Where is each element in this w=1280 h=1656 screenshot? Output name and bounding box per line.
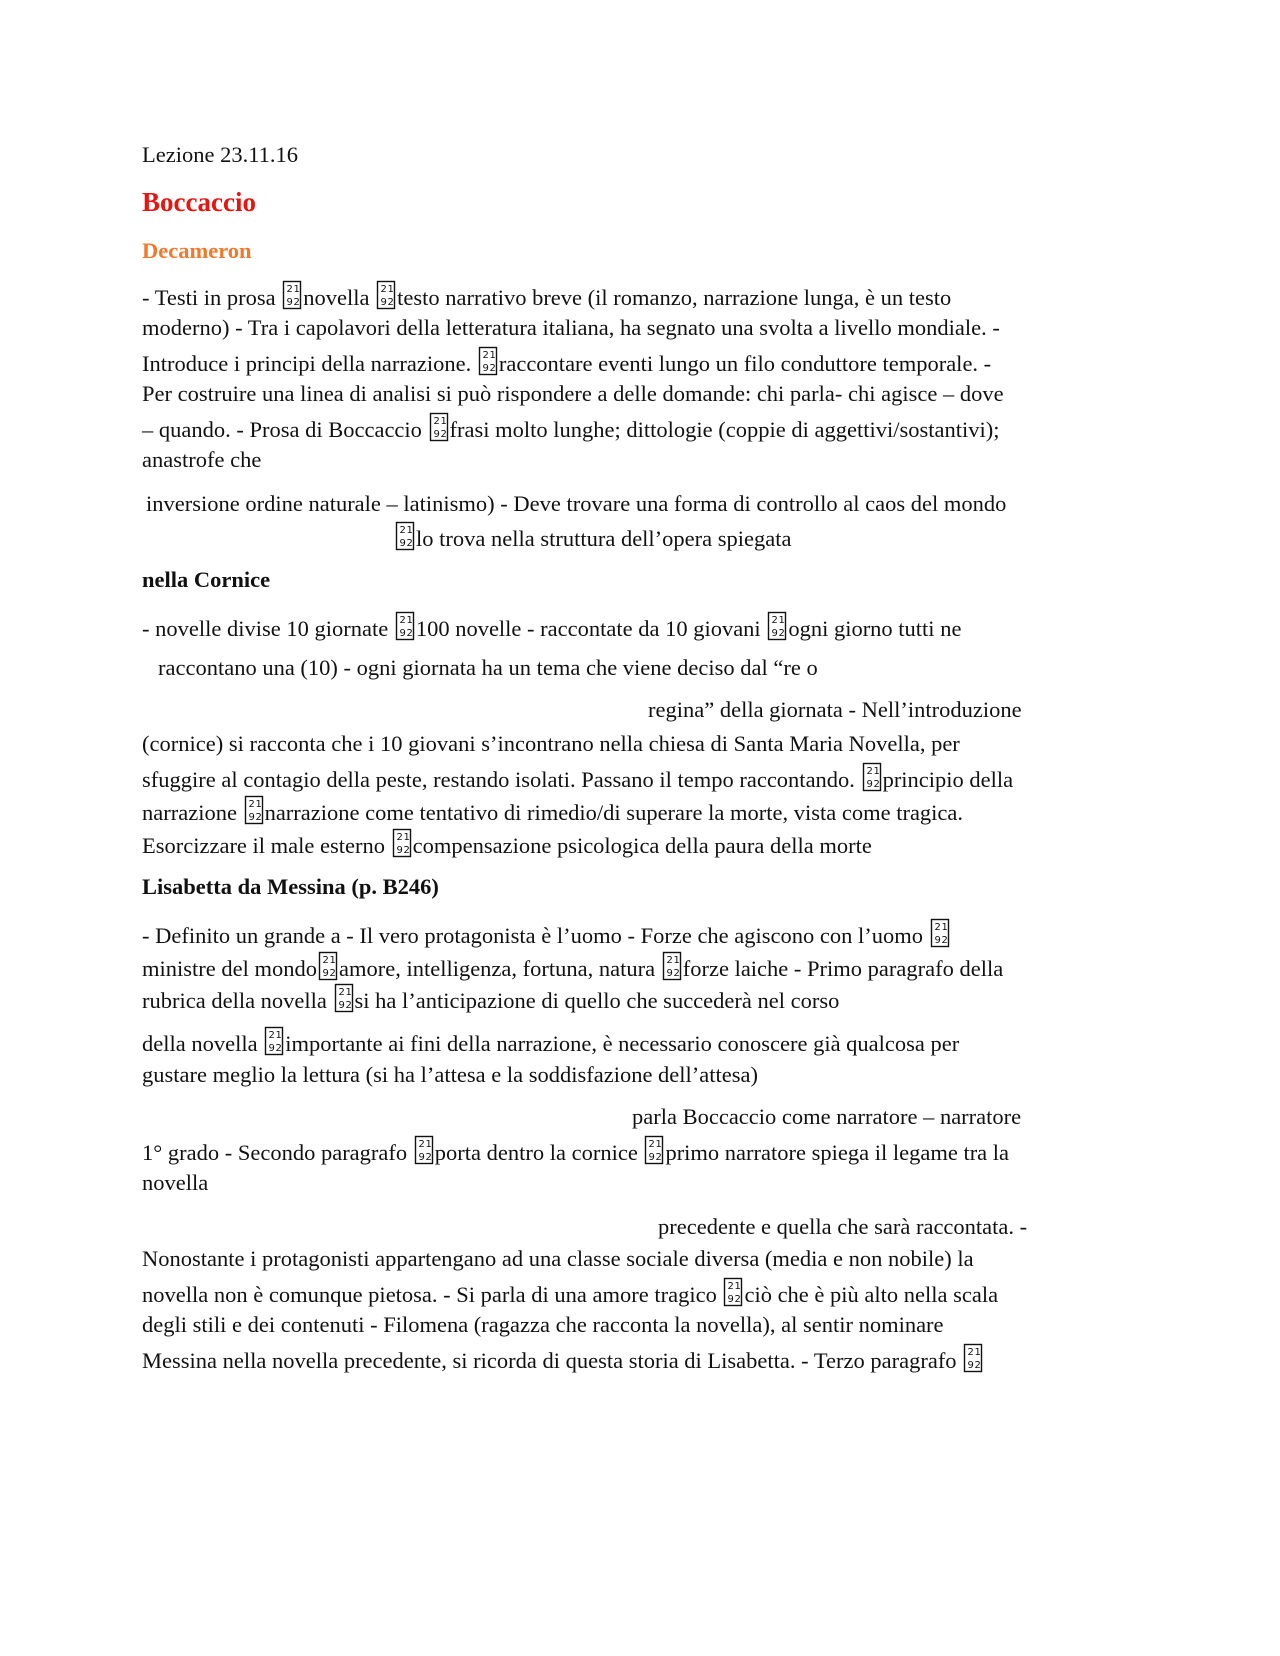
svg-text:2: 2 (268, 1030, 276, 1041)
missing-glyph-box-icon (392, 828, 412, 866)
text-line (142, 1343, 984, 1381)
svg-text:9: 9 (866, 779, 873, 790)
svg-text:1: 1 (778, 615, 786, 626)
svg-text:2: 2 (433, 416, 440, 427)
text-fragment: - Testi in prosa (142, 285, 282, 310)
text-fragment: anastrofe che (142, 447, 262, 472)
text-fragment: importante ai fini della narrazione, è necessario conoscere già qualcosa per (285, 1031, 960, 1056)
text-line (142, 983, 839, 1021)
text-fragment: ministre del mondo (142, 956, 317, 981)
text-fragment: Messina nella novella precedente, si ricorda di questa storia di Lisabetta. - Terzo paragrafo (142, 1348, 963, 1373)
text-fragment: - Definito un grande a - Il vero protagonista è l’uomo - Forze che agiscono con l’uomo (142, 923, 929, 948)
text-fragment: Introduce i principi della narrazione. (142, 351, 477, 376)
text-fragment: ciò che è più alto nella scala (744, 1282, 999, 1307)
text-fragment: rubrica della novella (142, 988, 333, 1013)
text-line (658, 1212, 1027, 1242)
svg-text:2: 2 (440, 429, 447, 440)
svg-text:2: 2 (974, 1360, 982, 1371)
text-line (142, 729, 960, 759)
text-line (142, 379, 1004, 409)
svg-text:1: 1 (293, 284, 301, 295)
svg-text:9: 9 (399, 538, 406, 549)
svg-text:1: 1 (275, 1030, 283, 1041)
svg-text:2: 2 (248, 799, 255, 810)
svg-text:2: 2 (380, 284, 387, 295)
svg-text:2: 2 (734, 1294, 742, 1305)
svg-text:9: 9 (322, 968, 329, 979)
section-subtitle: Decameron (142, 238, 252, 263)
text-line (142, 1244, 974, 1274)
svg-text:2: 2 (275, 1043, 283, 1054)
text-fragment: narrazione come tentativo di rimedio/di superare la morte, vista come tragica. (264, 800, 964, 825)
text-fragment: - novelle divise 10 giornate (142, 616, 394, 641)
text-fragment: forze laiche - Primo paragrafo della (682, 956, 1004, 981)
text-fragment: novella non è comunque pietosa. - Si parla di una amore tragico (142, 1282, 723, 1307)
text-fragment: regina” della giornata - Nell’introduzione (648, 697, 1022, 722)
svg-text:2: 2 (666, 955, 673, 966)
text-fragment: 100 novelle - raccontate da 10 giovani (415, 616, 767, 641)
text-line (142, 313, 1000, 343)
text-fragment: della novella (142, 1031, 264, 1056)
svg-text:2: 2 (329, 968, 336, 979)
svg-text:1: 1 (873, 766, 880, 777)
missing-glyph-box-icon (414, 1135, 434, 1173)
svg-text:2: 2 (771, 615, 779, 626)
text-fragment: (cornice) si racconta che i 10 giovani s’incontrano nella chiesa di Santa Maria Novella, per (142, 731, 960, 756)
svg-text:2: 2 (403, 845, 410, 856)
svg-text:2: 2 (727, 1281, 735, 1292)
svg-text:2: 2 (399, 615, 406, 626)
text-fragment: testo narrativo breve (il romanzo, narrazione lunga, è un testo (397, 285, 952, 310)
text-fragment: lo trova nella struttura dell’opera spiegata (416, 526, 792, 551)
text-fragment: moderno) - Tra i capolavori della letteratura italiana, ha segnato una svolta a livello mondiale. - (142, 315, 1000, 340)
svg-text:9: 9 (338, 1000, 345, 1011)
text-line (146, 489, 1006, 519)
svg-text:9: 9 (934, 935, 941, 946)
svg-text:1: 1 (403, 832, 410, 843)
text-line (142, 828, 872, 866)
svg-text:1: 1 (673, 955, 680, 966)
svg-text:2: 2 (345, 1000, 352, 1011)
text-line (142, 1135, 1009, 1173)
svg-text:2: 2 (418, 1139, 425, 1150)
text-fragment: porta dentro la cornice (434, 1140, 644, 1165)
missing-glyph-box-icon (395, 611, 415, 649)
svg-text:9: 9 (268, 1043, 276, 1054)
text-fragment: degli stili e dei contenuti - Filomena (ragazza che racconta la novella), al sentir nominare (142, 1312, 944, 1337)
missing-glyph-box-icon (429, 412, 449, 450)
text-line (142, 1168, 208, 1198)
svg-text:9: 9 (399, 628, 406, 639)
svg-text:2: 2 (286, 284, 294, 295)
svg-text:9: 9 (248, 812, 255, 823)
document-title: Boccaccio (142, 187, 256, 217)
svg-text:1: 1 (489, 350, 496, 361)
text-fragment: precedente e quella che sarà raccontata. - (658, 1214, 1028, 1239)
text-line (158, 653, 818, 683)
svg-text:2: 2 (934, 922, 941, 933)
text-fragment: si ha l’anticipazione di quello che succederà nel corso (354, 988, 840, 1013)
svg-text:2: 2 (941, 935, 948, 946)
text-fragment: inversione ordine naturale – latinismo) - Deve trovare una forma di controllo al caos del mondo (146, 491, 1007, 516)
svg-text:2: 2 (406, 538, 413, 549)
text-fragment: novella (142, 1170, 209, 1195)
text-fragment: amore, intelligenza, fortuna, natura (338, 956, 661, 981)
svg-text:2: 2 (489, 363, 496, 374)
text-line (142, 1060, 758, 1090)
text-fragment: novella (303, 285, 376, 310)
svg-text:1: 1 (734, 1281, 742, 1292)
section-heading-lisabetta: Lisabetta da Messina (p. B246) (142, 874, 439, 899)
svg-text:9: 9 (286, 297, 294, 308)
text-line (142, 445, 261, 475)
svg-text:2: 2 (338, 987, 345, 998)
missing-glyph-box-icon (963, 1343, 983, 1381)
text-fragment: sfuggire al contagio della peste, restando isolati. Passano il tempo raccontando. (142, 767, 861, 792)
svg-text:2: 2 (399, 525, 406, 536)
text-fragment: Nonostante i protagonisti appartengano ad una classe sociale diversa (media e non nobile) la (142, 1246, 974, 1271)
text-line (142, 611, 961, 649)
svg-text:1: 1 (974, 1347, 982, 1358)
svg-text:9: 9 (727, 1294, 735, 1305)
svg-text:2: 2 (387, 297, 394, 308)
text-line (142, 412, 999, 450)
svg-text:2: 2 (425, 1152, 432, 1163)
svg-text:2: 2 (482, 350, 489, 361)
missing-glyph-box-icon (767, 611, 787, 649)
svg-text:2: 2 (967, 1347, 975, 1358)
text-fragment: Per costruire una linea di analisi si può rispondere a delle domande: chi parla- chi agisce – dove (142, 381, 1004, 406)
svg-text:2: 2 (655, 1152, 663, 1163)
svg-text:1: 1 (425, 1139, 432, 1150)
text-line (632, 1102, 1021, 1132)
svg-text:2: 2 (866, 766, 873, 777)
text-line (648, 695, 1022, 725)
missing-glyph-box-icon (644, 1135, 664, 1173)
svg-text:9: 9 (396, 845, 403, 856)
svg-text:2: 2 (673, 968, 680, 979)
text-fragment: Esorcizzare il male esterno (142, 833, 391, 858)
svg-text:9: 9 (433, 429, 440, 440)
text-fragment: principio della (882, 767, 1014, 792)
svg-text:9: 9 (967, 1360, 975, 1371)
text-fragment: primo narratore spiega il legame tra la (665, 1140, 1010, 1165)
text-fragment: 1° grado - Secondo paragrafo (142, 1140, 413, 1165)
svg-text:9: 9 (482, 363, 489, 374)
missing-glyph-box-icon (264, 1026, 284, 1064)
svg-text:2: 2 (322, 955, 329, 966)
missing-glyph-box-icon (395, 521, 415, 559)
lesson-date: Lezione 23.11.16 (142, 142, 298, 167)
svg-text:1: 1 (440, 416, 447, 427)
svg-text:2: 2 (873, 779, 880, 790)
svg-text:1: 1 (329, 955, 336, 966)
svg-text:1: 1 (255, 799, 262, 810)
svg-text:9: 9 (666, 968, 673, 979)
text-fragment: narrazione (142, 800, 243, 825)
missing-glyph-box-icon (334, 983, 354, 1021)
svg-text:1: 1 (941, 922, 948, 933)
svg-text:9: 9 (648, 1152, 656, 1163)
text-line (394, 521, 791, 559)
text-fragment: parla Boccaccio come narratore – narratore (632, 1104, 1022, 1129)
svg-text:1: 1 (406, 615, 413, 626)
text-fragment: gustare meglio la lettura (si ha l’attesa e la soddisfazione dell’attesa) (142, 1062, 759, 1087)
svg-text:2: 2 (396, 832, 403, 843)
text-line (142, 1026, 959, 1064)
text-fragment: raccontano una (10) - ogni giornata ha un tema che viene deciso dal “re o (158, 655, 818, 680)
svg-text:2: 2 (648, 1139, 656, 1150)
text-fragment: – quando. - Prosa di Boccaccio (142, 417, 428, 442)
text-fragment: raccontare eventi lungo un filo conduttore temporale. - (498, 351, 992, 376)
svg-text:1: 1 (345, 987, 352, 998)
svg-text:1: 1 (406, 525, 413, 536)
svg-text:2: 2 (406, 628, 413, 639)
text-line (142, 1310, 944, 1340)
svg-text:9: 9 (418, 1152, 425, 1163)
svg-text:1: 1 (655, 1139, 663, 1150)
svg-text:2: 2 (255, 812, 262, 823)
svg-text:1: 1 (387, 284, 394, 295)
text-fragment: compensazione psicologica della paura della morte (412, 833, 872, 858)
svg-text:9: 9 (380, 297, 387, 308)
svg-text:9: 9 (771, 628, 779, 639)
svg-text:2: 2 (778, 628, 786, 639)
svg-text:2: 2 (293, 297, 301, 308)
text-fragment: frasi molto lunghe; dittologie (coppie di aggettivi/sostantivi); (449, 417, 1000, 442)
text-fragment: ogni giorno tutti ne (788, 616, 962, 641)
section-heading-cornice: nella Cornice (142, 567, 271, 592)
